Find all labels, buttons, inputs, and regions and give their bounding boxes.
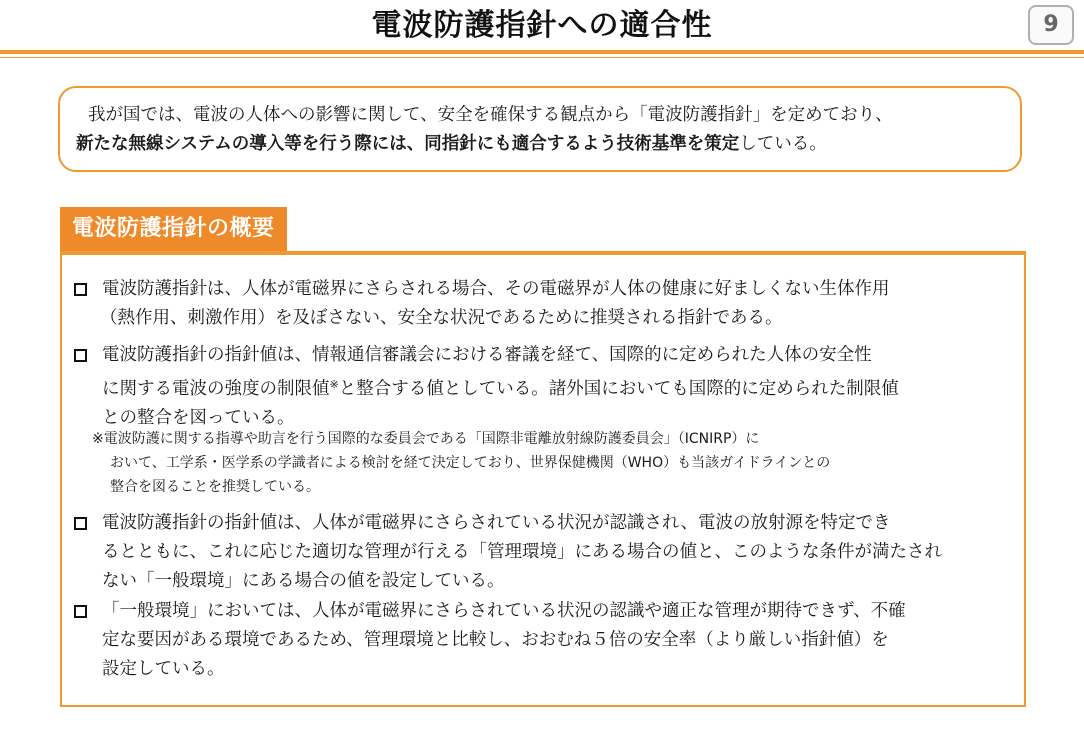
- intro-line-2: [76, 130, 1004, 159]
- square-bullet-icon: [74, 517, 87, 530]
- intro-emphasis: 新たな無線システムの導入等を行う際には、同指針にも適合するよう技術基準を策定: [76, 134, 740, 154]
- bullet-4-line-2: 定な要因がある環境であるため、管理環境と比較し、おおむね５倍の安全率（より厳しい指針値）を: [102, 630, 889, 650]
- intro-line-1: 我が国では、電波の人体への影響に関して、安全を確保する観点から「電波防護指針」を定めており、: [88, 105, 893, 125]
- footnote-mark: ※: [329, 378, 339, 391]
- bullet-1-line-2: （熱作用、刺激作用）を及ぼさない、安全な状況であるために推奨される指針である。: [100, 308, 783, 328]
- bullet-2-line-1: 電波防護指針の指針値は、情報通信審議会における審議を経て、国際的に定められた人体の安全性: [102, 345, 872, 365]
- page-title: 電波防護指針への適合性: [371, 8, 713, 43]
- page-number-badge: 9: [1028, 5, 1074, 45]
- bullet-2-line-2: [102, 370, 1004, 404]
- bullet-2-line-2a: に関する電波の強度の制限値: [102, 379, 330, 399]
- intro-line-2-rest: している。: [739, 134, 827, 154]
- bullet-3-line-3: ない「一般環境」にある場合の値を設定している。: [102, 571, 505, 591]
- section-heading: 電波防護指針の概要: [60, 207, 287, 251]
- square-bullet-icon: [74, 349, 87, 362]
- footnote-line-1: ※電波防護に関する指導や助言を行う国際的な委員会である「国際非電離放射線防護委員会」（ICNIRP）に: [92, 431, 760, 447]
- intro-summary-box: [58, 86, 1022, 172]
- square-bullet-icon: [74, 283, 87, 296]
- header-rule: [0, 50, 1084, 54]
- footnote: [92, 427, 992, 499]
- square-bullet-icon: [74, 605, 87, 618]
- bullet-2-line-2b: と整合する値としている。諸外国においても国際的に定められた制限値: [338, 379, 899, 399]
- bullet-4-line-3: 設定している。: [102, 659, 225, 679]
- header-rule-thin: [0, 57, 1084, 58]
- bullet-1-line-1: 電波防護指針は、人体が電磁界にさらされる場合、その電磁界が人体の健康に好ましくない生体作用: [102, 279, 890, 299]
- bullet-3-line-1: 電波防護指針の指針値は、人体が電磁界にさらされている状況が認識され、電波の放射源を特定でき: [102, 513, 891, 533]
- footnote-line-3: 整合を図ることを推奨している。: [110, 479, 320, 495]
- bullet-2-line-3: との整合を図っている。: [102, 408, 295, 428]
- bullet-3-line-2: るとともに、これに応じた適切な管理が行える「管理環境」にある場合の値と、このような条件が満たされ: [102, 542, 942, 562]
- footnote-line-2: おいて、工学系・医学系の学識者による検討を経て決定しており、世界保健機関（WHO）も当該ガイドラインとの: [110, 455, 831, 471]
- bullet-4-line-1: 「一般環境」においては、人体が電磁界にさらされている状況の認識や適正な管理が期待できず、不確: [102, 601, 906, 621]
